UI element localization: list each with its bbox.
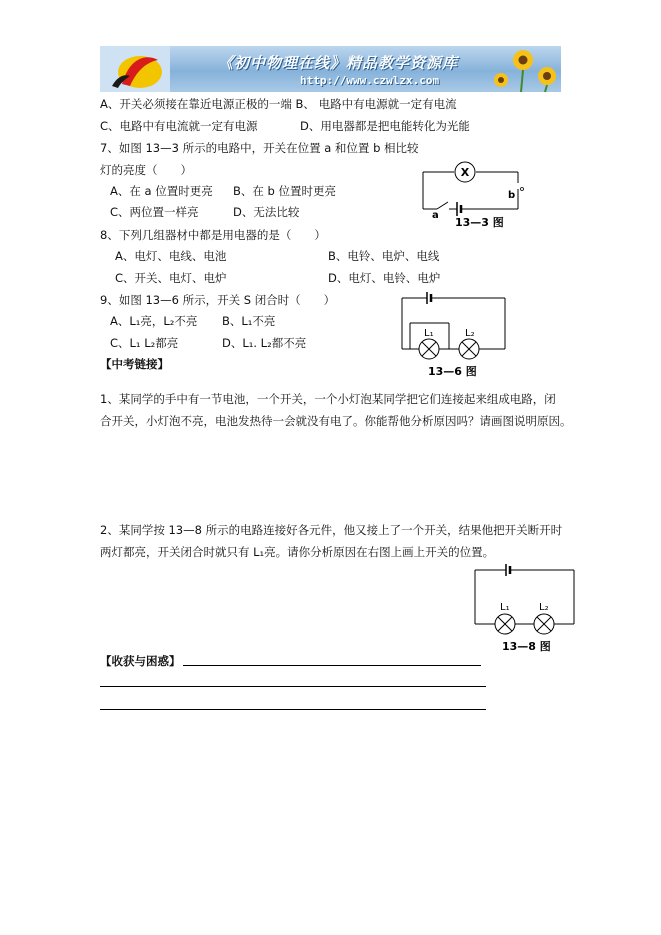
- q9-option-c: C、L₁ L₂都亮: [110, 336, 179, 350]
- section-harvest: 【收获与困惑】: [100, 654, 181, 668]
- lamp-l2-label: L₂: [465, 328, 475, 339]
- problem-1-line2: 合开关，小灯泡不亮，电池发热待一会就没有电了。你能帮他分析原因吗？请画图说明原因。: [100, 414, 572, 428]
- q7-option-d: D、无法比较: [233, 205, 300, 219]
- section-exam-link: 【中考链接】: [100, 357, 169, 371]
- q7-option-b: B、在 b 位置时更亮: [233, 184, 336, 198]
- q6-line1: A、开关必须接在靠近电源正极的一端 B、 电路中有电源就一定有电流: [100, 97, 457, 111]
- answer-line-1: [183, 665, 481, 666]
- q9-option-d: D、L₁. L₂都不亮: [222, 336, 307, 350]
- q8-option-a: A、电灯、电线、电池: [115, 249, 227, 263]
- problem-1-line1: 1、某同学的手中有一节电池，一个开关，一个小灯泡某同学把它们连接起来组成电路，闭: [100, 392, 556, 406]
- q9-option-a: A、L₁亮，L₂不亮: [110, 314, 198, 328]
- q8-option-d: D、电灯、电铃、电炉: [328, 271, 441, 285]
- figure-13-3-caption: 13—3 图: [455, 216, 504, 229]
- lamp-l2-label: L₂: [539, 602, 549, 613]
- switch-a-icon: [437, 202, 448, 209]
- header-banner: [100, 46, 561, 92]
- figure-13-8-circuit: [470, 562, 580, 654]
- banner-title: 《初中物理在线》精品教学资源库: [218, 54, 459, 72]
- answer-line-2: [100, 686, 486, 687]
- lamp-l1-label: L₁: [500, 602, 510, 613]
- figure-13-8-caption: 13—8 图: [502, 640, 551, 653]
- lamp-l1-icon: [495, 614, 515, 634]
- lamp-x-label: X: [460, 166, 470, 179]
- q9-option-b: B、L₁不亮: [222, 314, 276, 328]
- q8-option-b: B、电铃、电炉、电线: [328, 249, 440, 263]
- q8-stem: 8、下列几组器材中都是用电器的是（ ）: [100, 228, 326, 242]
- lamp-l1-icon: [419, 339, 439, 359]
- q6-option-c: C、电路中有电流就一定有电源: [100, 119, 258, 133]
- logo-icon: [100, 46, 170, 92]
- figure-13-6-circuit: [395, 288, 515, 380]
- problem-2-line2: 两灯都亮，开关闭合时就只有 L₁亮。请你分析原因在右图上画上开关的位置。: [100, 545, 495, 559]
- lamp-l1-label: L₁: [424, 328, 434, 339]
- q7-option-a: A、在 a 位置时更亮: [110, 184, 213, 198]
- figure-13-6-caption: 13—6 图: [428, 365, 477, 378]
- lamp-l2-icon: [459, 339, 479, 359]
- q7-stem-line1: 7、如图 13—3 所示的电路中，开关在位置 a 和位置 b 相比较: [100, 141, 419, 155]
- q6-option-d: D、用电器都是把电能转化为光能: [300, 119, 470, 133]
- switch-a-label: a: [432, 210, 439, 221]
- answer-line-3: [100, 709, 486, 710]
- banner-url: http://www.czwlzx.com: [300, 74, 440, 87]
- sunflower-decoration: [471, 46, 561, 92]
- problem-2-line1: 2、某同学按 13—8 所示的电路连接好各元件，他又接上了一个开关，结果他把开关断开时: [100, 523, 563, 537]
- q8-option-c: C、开关、电灯、电炉: [115, 271, 227, 285]
- q7-stem-line2: 灯的亮度（ ）: [100, 163, 192, 177]
- q9-stem: 9、如图 13—6 所示，开关 S 闭合时（ ）: [100, 293, 336, 307]
- figure-13-3-circuit: [415, 158, 530, 234]
- lamp-l2-icon: [534, 614, 554, 634]
- q7-option-c: C、两位置一样亮: [110, 205, 199, 219]
- switch-b-label: b: [508, 190, 516, 201]
